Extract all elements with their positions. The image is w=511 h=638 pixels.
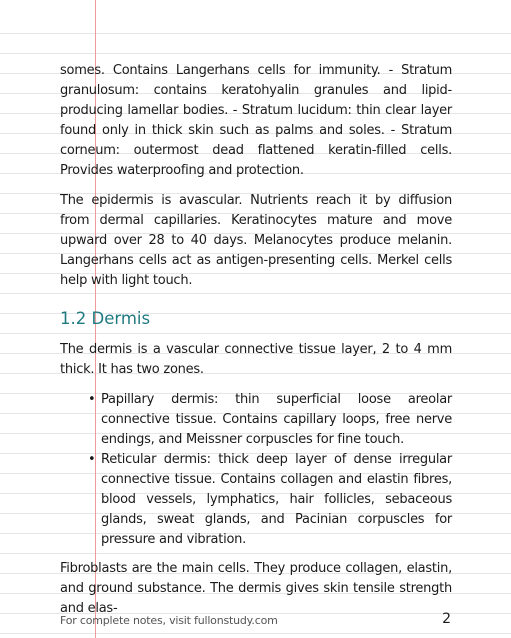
section-heading-dermis: 1.2 Dermis (60, 309, 151, 328)
list-item-papillary-dermis (88, 390, 452, 450)
bullet-glyph: • (88, 392, 96, 407)
paragraph-epidermis-strata: somes. Contains Langerhans cells for immunity. - Stratum granulosum: contains keratohyalin granules and lipid-producing lamellar bodies. - Stratum lucidum: thin clear layer found only in thick skin such as palms and soles. - Stratum corneum: outermost dead flattened keratin-filled cells. Provides waterproofing and protection. (60, 63, 452, 178)
bullet-glyph: • (88, 452, 96, 467)
dermis-zones-list (60, 390, 452, 550)
list-item-reticular-dermis (88, 450, 452, 550)
page-number: 2 (442, 611, 451, 627)
paragraph-fibroblasts: Fibroblasts are the main cells. They produce collagen, elastin, and ground substance. The dermis gives skin tensile strength and elas- (60, 561, 452, 616)
page-content (60, 61, 452, 629)
paragraph-dermis-intro: The dermis is a vascular connective tissue layer, 2 to 4 mm thick. It has two zones. (60, 342, 452, 377)
list-item-text: Papillary dermis: thin superficial loose areolar connective tissue. Contains capillary loops, free nerve endings, and Meissner corpuscles for fine touch. (101, 392, 452, 447)
footer-link-text: For complete notes, visit fullonstudy.com (60, 614, 278, 627)
list-item-text: Reticular dermis: thick deep layer of dense irregular connective tissue. Contains collagen and elastin fibres, blood vessels, lymphatics, hair follicles, sebaceous glands, sweat glands, and Pacinian corpuscles for pressure and vibration. (101, 452, 452, 547)
paragraph-epidermis-cells: The epidermis is avascular. Nutrients reach it by diffusion from dermal capillaries. Keratinocytes mature and move upward over 28 to 40 days. Melanocytes produce melanin. Langerhans cells act as antigen-presenting cells. Merkel cells help with light touch. (60, 193, 452, 288)
